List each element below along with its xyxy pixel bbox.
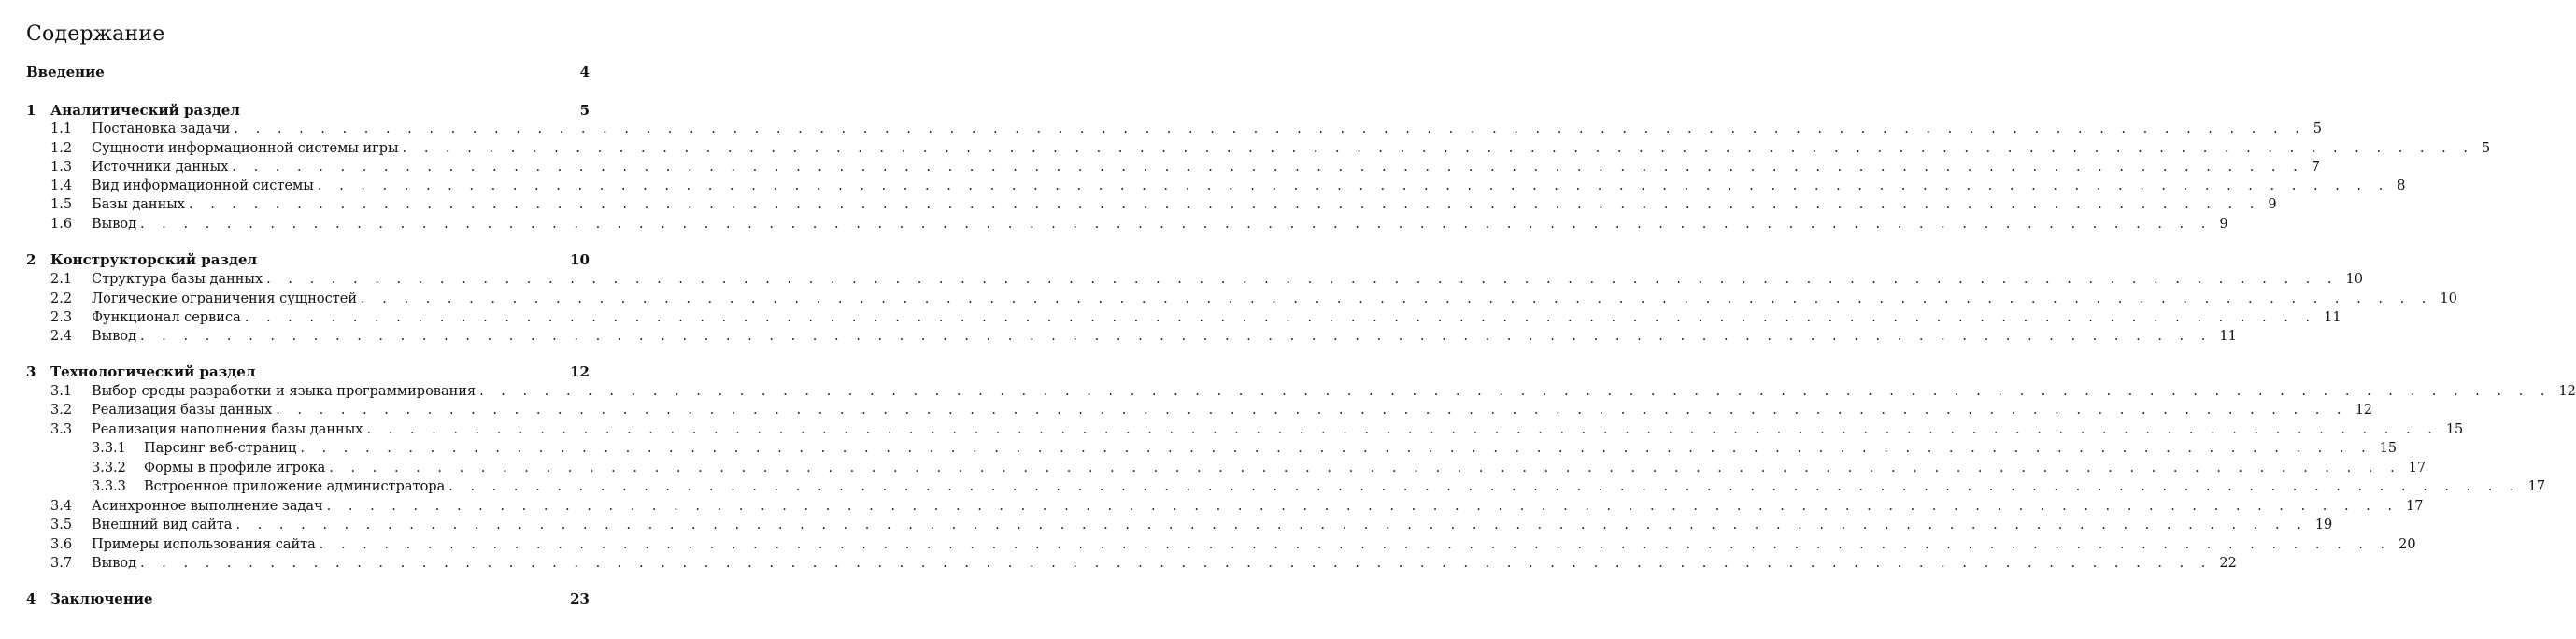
toc-subsection-page: 17	[2408, 461, 2427, 476]
toc-entry-page: 4	[579, 64, 590, 80]
toc-leader-dots	[276, 401, 2347, 419]
toc-section-3-3[interactable]	[26, 420, 2464, 439]
toc-subsection-title: Формы в профиле игрока	[144, 461, 326, 476]
toc-section-page: 8	[2397, 178, 2406, 193]
toc-leader-dots	[300, 439, 2371, 458]
toc-section-1-1[interactable]	[26, 120, 2323, 138]
toc-leader-dots	[245, 308, 2316, 327]
toc-chapter-1[interactable]	[26, 101, 590, 120]
toc-leader-dots	[140, 327, 2212, 346]
toc-chapter-number: 2	[26, 251, 36, 268]
toc-section-number: 3.1	[50, 384, 73, 399]
toc-section-page: 22	[2219, 556, 2237, 571]
toc-section-2-1[interactable]	[26, 270, 2363, 289]
toc-leader-dots	[140, 554, 2212, 573]
toc-section-number: 3.2	[50, 403, 73, 418]
toc-chapter-4[interactable]	[26, 589, 590, 608]
toc-leader-dots	[403, 139, 2474, 158]
toc-leader-dots	[189, 195, 2260, 214]
toc-subsection-3-3-1[interactable]	[26, 439, 2398, 458]
toc-section-page: 12	[2558, 384, 2576, 399]
toc-section-number: 1.2	[50, 141, 73, 156]
toc-section-number: 1.1	[50, 121, 73, 136]
toc-section-3-1[interactable]	[26, 382, 2576, 401]
toc-section-page: 10	[2345, 272, 2363, 287]
toc-section-page: 11	[2219, 329, 2237, 344]
toc-chapter-page: 10	[570, 251, 590, 268]
toc-section-title: Функционал сервиса	[92, 310, 241, 325]
toc-section-page: 9	[2268, 197, 2277, 212]
toc-section-title: Вид информационной системы	[92, 178, 314, 193]
toc-section-1-6[interactable]	[26, 215, 2228, 234]
toc-section-page: 19	[2314, 518, 2333, 532]
toc-chapter-title: Конструкторский раздел	[50, 251, 258, 268]
toc-section-number: 1.5	[50, 197, 73, 212]
toc-leader-dots	[327, 497, 2398, 516]
toc-section-number: 1.6	[50, 217, 73, 232]
toc-section-title: Источники данных	[92, 160, 229, 175]
toc-section-number: 2.1	[50, 272, 73, 287]
toc-entry-title: Введение	[26, 64, 105, 80]
toc-section-title: Сущности информационной системы игры	[92, 141, 399, 156]
toc-section-page: 11	[2324, 310, 2341, 325]
toc-section-page: 20	[2398, 537, 2416, 552]
toc-subsection-3-3-2[interactable]	[26, 459, 2427, 477]
toc-section-title: Асинхронное выполнение задач	[92, 499, 323, 514]
toc-section-title: Внешний вид сайта	[92, 518, 233, 532]
toc-section-title: Структура базы данных	[92, 272, 263, 287]
toc-section-number: 2.2	[50, 291, 73, 306]
toc-section-title: Вывод	[92, 217, 137, 232]
toc-leader-dots	[232, 158, 2303, 177]
toc-section-1-5[interactable]	[26, 195, 2277, 214]
toc-chapter-page: 12	[570, 363, 590, 380]
toc-section-title: Примеры использования сайта	[92, 537, 316, 552]
toc-section-title: Реализация наполнения базы данных	[92, 422, 363, 437]
toc-section-page: 7	[2311, 160, 2320, 175]
toc-chapter-number: 4	[26, 590, 36, 607]
toc-section-number: 3.6	[50, 537, 73, 552]
toc-subsection-title: Парсинг веб-страниц	[144, 441, 297, 456]
toc-section-2-4[interactable]	[26, 327, 2237, 346]
toc-subsection-number: 3.3.2	[92, 461, 126, 476]
toc-section-3-5[interactable]	[26, 516, 2333, 534]
toc-section-number: 1.4	[50, 178, 73, 193]
toc-chapter-page: 23	[570, 590, 590, 607]
toc-leader-dots	[234, 120, 2305, 138]
toc-subsection-3-3-3[interactable]	[26, 477, 2546, 496]
toc-section-number: 2.4	[50, 329, 73, 344]
toc-section-1-3[interactable]	[26, 158, 2320, 177]
toc-subsection-page: 15	[2379, 441, 2398, 456]
toc-leader-dots	[361, 290, 2432, 308]
toc-section-page: 10	[2440, 291, 2457, 306]
toc-chapter-number: 3	[26, 363, 36, 380]
toc-chapter-title: Аналитический раздел	[50, 102, 240, 119]
toc-leader-dots	[318, 177, 2389, 195]
toc-section-page: 5	[2313, 121, 2323, 136]
toc-chapter-3[interactable]	[26, 362, 590, 381]
toc-section-number: 3.3	[50, 422, 73, 437]
toc-leader-dots	[448, 477, 2520, 496]
toc-section-number: 1.3	[50, 160, 73, 175]
toc-section-1-4[interactable]	[26, 177, 2406, 195]
toc-section-number: 3.4	[50, 499, 73, 514]
toc-subsection-number: 3.3.3	[92, 479, 126, 494]
toc-section-2-2[interactable]	[26, 290, 2457, 308]
toc-leader-dots	[479, 382, 2551, 401]
toc-section-number: 3.5	[50, 518, 73, 532]
toc-section-title: Реализация базы данных	[92, 403, 273, 418]
toc-subsection-page: 17	[2527, 479, 2546, 494]
toc-section-title: Вывод	[92, 329, 137, 344]
toc-section-3-4[interactable]	[26, 497, 2424, 516]
toc-section-title: Логические ограничения сущностей	[92, 291, 358, 306]
toc-section-title: Базы данных	[92, 197, 185, 212]
toc-chapter-title: Технологический раздел	[50, 363, 256, 380]
toc-page	[26, 0, 2576, 639]
toc-heading: Содержание	[26, 22, 165, 46]
toc-section-number: 3.7	[50, 556, 73, 571]
toc-leader-dots	[140, 215, 2212, 234]
toc-subsection-title: Встроенное приложение администратора	[144, 479, 446, 494]
toc-leader-dots	[366, 420, 2438, 439]
toc-section-page: 17	[2406, 499, 2424, 514]
toc-leader-dots	[329, 459, 2400, 477]
toc-section-title: Постановка задачи	[92, 121, 231, 136]
toc-chapter-2[interactable]	[26, 250, 590, 269]
toc-section-3-6[interactable]	[26, 535, 2416, 554]
toc-section-title: Вывод	[92, 556, 137, 571]
toc-entry-introduction[interactable]	[26, 63, 590, 81]
toc-section-3-7[interactable]	[26, 554, 2237, 573]
toc-section-3-2[interactable]	[26, 401, 2373, 419]
toc-section-page: 9	[2219, 217, 2228, 232]
toc-chapter-number: 1	[26, 102, 36, 119]
toc-leader-dots	[320, 535, 2391, 554]
toc-leader-dots	[235, 516, 2307, 534]
toc-section-2-3[interactable]	[26, 308, 2341, 327]
toc-section-page: 5	[2481, 141, 2491, 156]
toc-chapter-page: 5	[579, 102, 590, 119]
toc-section-page: 12	[2355, 403, 2373, 418]
toc-chapter-title: Заключение	[50, 590, 153, 607]
toc-section-title: Выбор среды разработки и языка программирования	[92, 384, 477, 399]
toc-section-page: 15	[2445, 422, 2464, 437]
toc-section-1-2[interactable]	[26, 139, 2491, 158]
toc-section-number: 2.3	[50, 310, 73, 325]
toc-subsection-number: 3.3.1	[92, 441, 126, 456]
toc-leader-dots	[266, 270, 2338, 289]
